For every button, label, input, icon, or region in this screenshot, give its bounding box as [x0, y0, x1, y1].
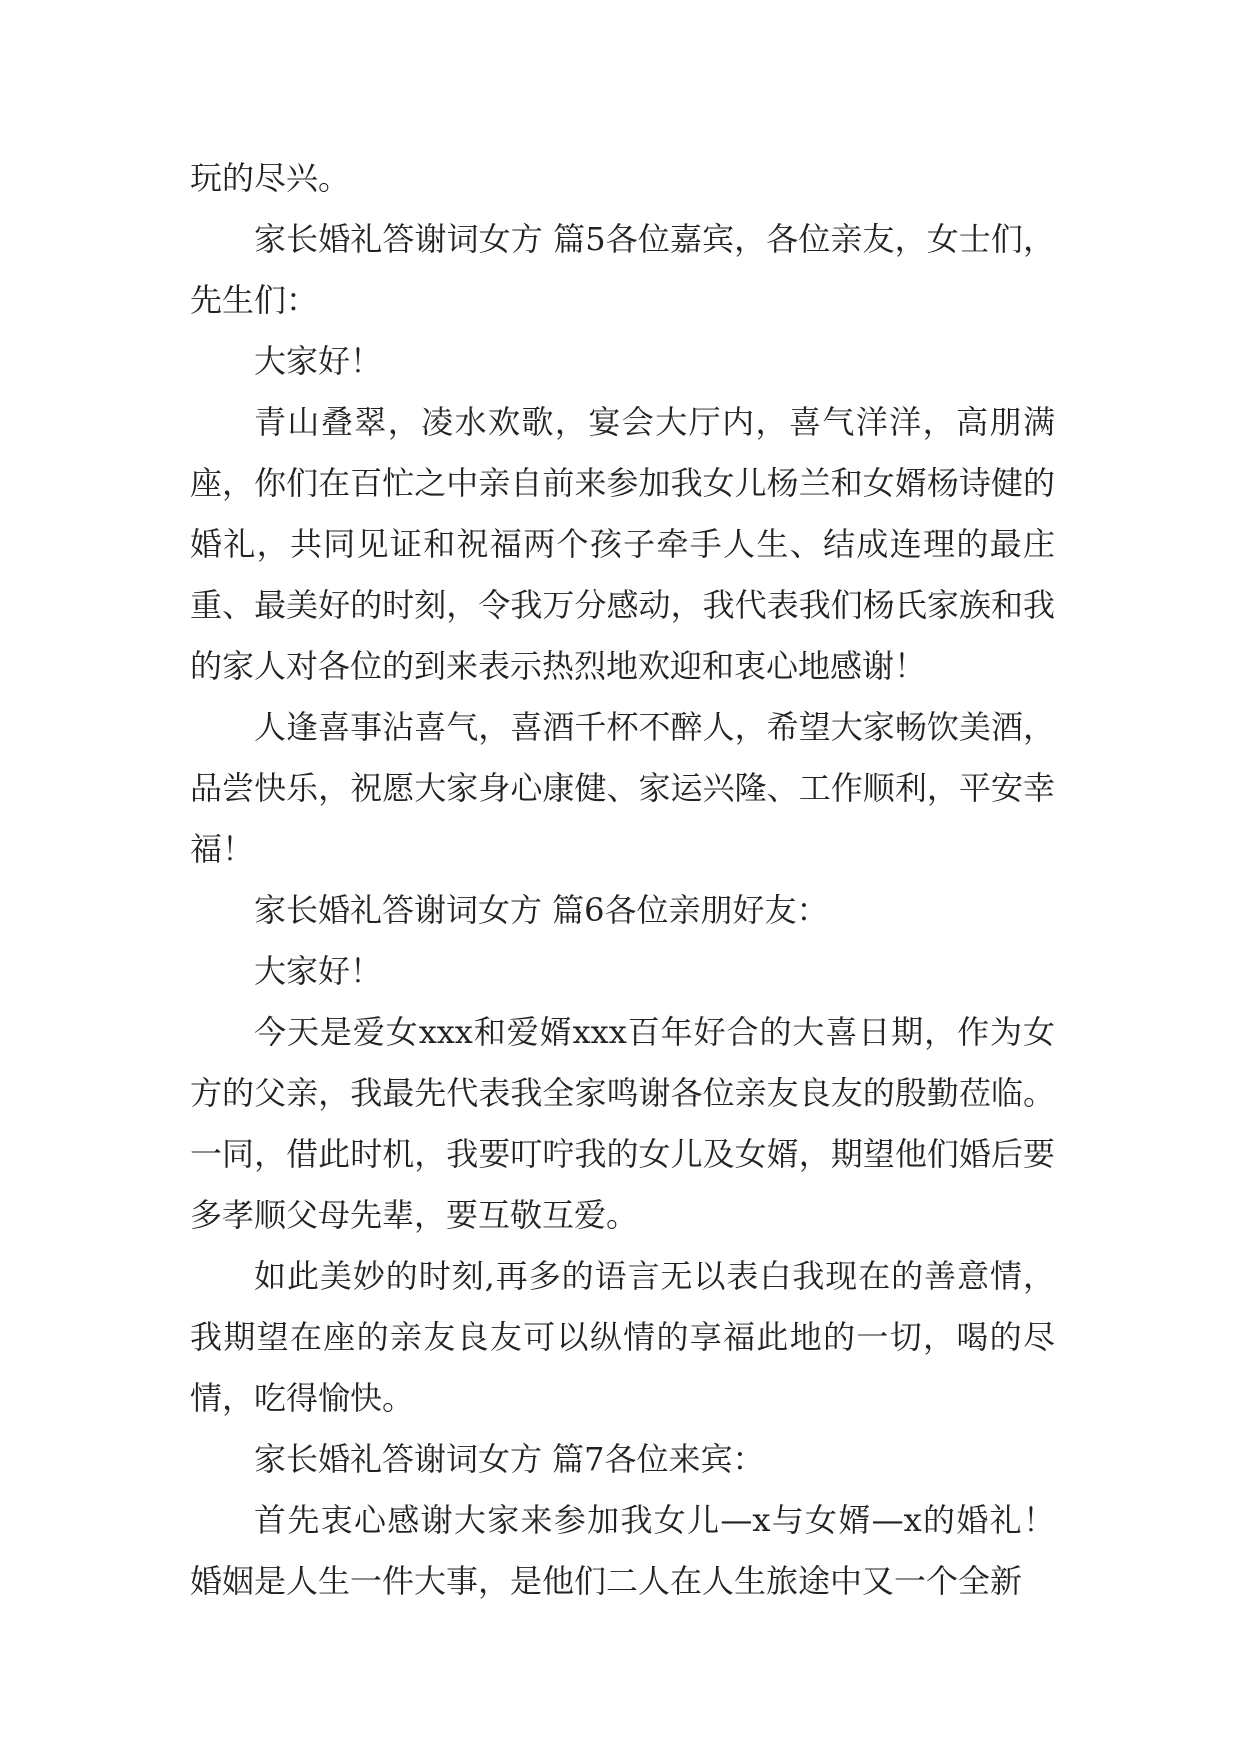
paragraph-11: 首先衷心感谢大家来参加我女儿—x与女婿—x的婚礼！婚姻是人生一件大事，是他们二人在人生旅途中又一个全新 [190, 1501, 1055, 1600]
paragraph-10: 家长婚礼答谢词女方 篇7各位来宾： [254, 1440, 765, 1478]
paragraph-8: 今天是爱女xxx和爱婿xxx百年好合的大喜日期，作为女方的父亲，我最先代表我全家鸣谢各位亲友良友的殷勤莅临。一同，借此时机，我要叮咛我的女儿及女婿，期望他们婚后要多孝顺父母先辈，要互敬互爱。 [190, 1013, 1055, 1234]
paragraph-6: 家长婚礼答谢词女方 篇6各位亲朋好友： [254, 891, 829, 929]
paragraph-7: 大家好！ [254, 952, 383, 990]
paragraph-9: 如此美妙的时刻,再多的语言无以表白我现在的善意情，我期望在座的亲友良友可以纵情的享福此地的一切，喝的尽情，吃得愉快。 [190, 1257, 1055, 1417]
paragraph-4: 青山叠翠，凌水欢歌，宴会大厅内，喜气洋洋，高朋满座，你们在百忙之中亲自前来参加我女儿杨兰和女婿杨诗健的婚礼，共同见证和祝福两个孩子牵手人生、结成连理的最庄重、最美好的时刻，令我万分感动，我代表我们杨氏家族和我的家人对各位的到来表示热烈地欢迎和衷心地感谢！ [190, 403, 1055, 685]
paragraph-2: 家长婚礼答谢词女方 篇5各位嘉宾，各位亲友，女士们，先生们： [190, 220, 1055, 319]
document-page [190, 148, 1055, 1612]
paragraph-1: 玩的尽兴。 [190, 159, 351, 197]
paragraph-3: 大家好！ [254, 342, 383, 380]
paragraph-5: 人逢喜事沾喜气，喜酒千杯不醉人，希望大家畅饮美酒，品尝快乐，祝愿大家身心康健、家运兴隆、工作顺利，平安幸福！ [190, 708, 1055, 868]
